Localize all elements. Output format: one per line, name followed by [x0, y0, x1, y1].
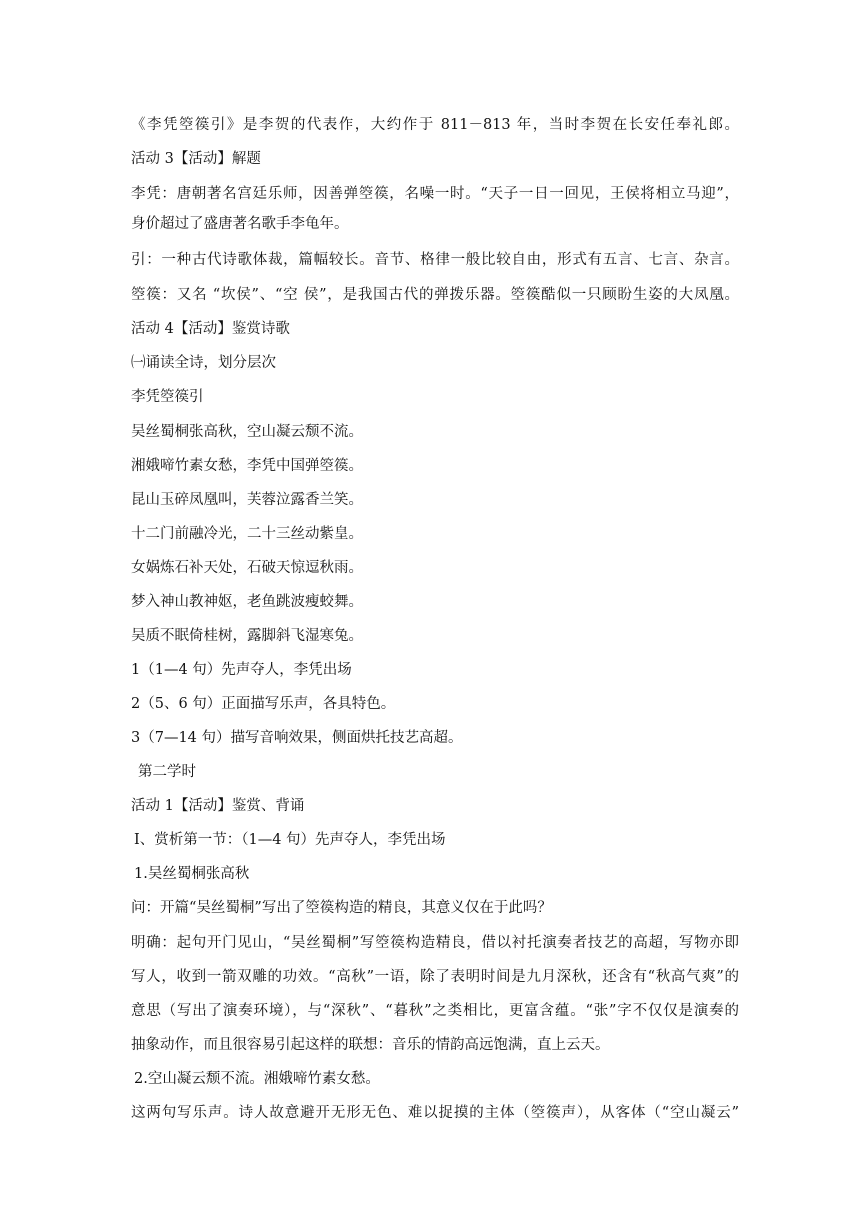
text-line: 写人，收到一箭双雕的功效。“高秋”一语，除了表明时间是九月深秋，还含有“秋高气爽”的 [131, 969, 739, 985]
poem-line: 梦入神山教神妪，老鱼跳波瘦蛟舞。 [131, 594, 363, 610]
text-line: 箜篌：又名 “坎侯”、“空 侯”，是我国古代的弹拨乐器。箜篌酷似一只顾盼生姿的大凤凰。 [131, 287, 739, 303]
layer-item: 3（7—14 句）描写音响效果，侧面烘托技艺高超。 [131, 730, 463, 746]
subsection-heading: 1.吴丝蜀桐张高秋 [134, 866, 250, 882]
text-line: 李凭：唐朝著名宫廷乐师，因善弹箜篌，名噪一时。“天子一日一回见，王侯将相立马迎”， [131, 186, 739, 202]
text-line: 明确：起句开门见山，“吴丝蜀桐”写箜篌构造精良，借以衬托演奏者技艺的高超，写物亦即 [131, 935, 739, 951]
lesson-heading: 第二学时 [138, 764, 196, 780]
section-heading: ㈠诵读全诗，划分层次 [131, 355, 276, 371]
text-line: 引：一种古代诗歌体裁，篇幅较长。音节、格律一般比较自由，形式有五言、七言、杂言。 [131, 252, 739, 268]
poem-line: 吴质不眠倚桂树，露脚斜飞湿寒兔。 [131, 628, 363, 644]
layer-item: 1（1—4 句）先声夺人，李凭出场 [131, 662, 352, 678]
layer-item: 2（5、6 句）正面描写乐声，各具特色。 [131, 696, 396, 712]
poem-line: 十二门前融冷光，二十三丝动紫皇。 [131, 526, 363, 542]
text-line: 问：开篇“吴丝蜀桐”写出了箜篌构造的精良，其意义仅在于此吗？ [131, 900, 552, 916]
poem-title: 李凭箜篌引 [131, 389, 204, 405]
text-line: 抽象动作，而且很容易引起这样的联想：音乐的情韵高远饱满，直上云天。 [131, 1037, 610, 1053]
poem-line: 女娲炼石补天处，石破天惊逗秋雨。 [131, 560, 363, 576]
subsection-heading: 2.空山凝云颓不流。湘娥啼竹素女愁。 [134, 1071, 380, 1087]
poem-line: 昆山玉碎凤凰叫，芙蓉泣露香兰笑。 [131, 492, 363, 508]
poem-line: 湘娥啼竹素女愁，李凭中国弹箜篌。 [131, 458, 363, 474]
text-line: 意思（写出了演奏环境），与“深秋”、“暮秋”之类相比，更富含蕴。“张”字不仅仅是演奏的 [131, 1003, 739, 1019]
activity-heading: 活动 4【活动】鉴赏诗歌 [131, 321, 290, 337]
section-heading: Ⅰ、赏析第一节：（1—4 句）先声夺人，李凭出场 [134, 832, 446, 848]
activity-heading: 活动 3【活动】解题 [131, 151, 261, 167]
activity-heading: 活动 1【活动】鉴赏、背诵 [131, 798, 305, 814]
poem-line: 吴丝蜀桐张高秋，空山凝云颓不流。 [131, 424, 363, 440]
text-line: 身价超过了盛唐著名歌手李龟年。 [131, 216, 349, 232]
text-line: 这两句写乐声。诗人故意避开无形无色、难以捉摸的主体（箜篌声），从客体（“空山凝云” [131, 1105, 739, 1121]
text-line: 《李凭箜篌引》是李贺的代表作，大约作于 811－813 年，当时李贺在长安任奉礼郎。 [131, 117, 739, 133]
